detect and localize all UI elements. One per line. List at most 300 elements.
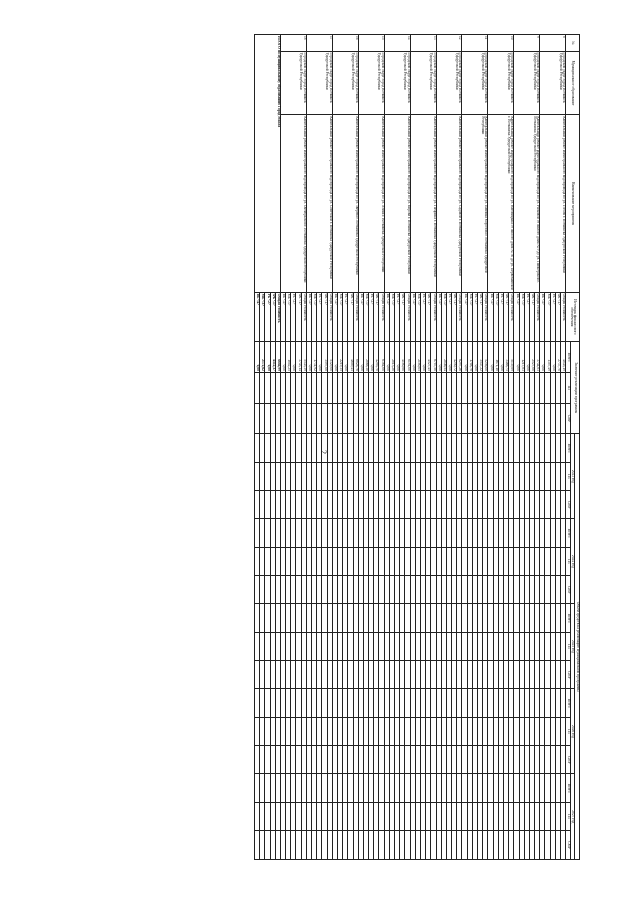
row-total-value: 3468,71 xyxy=(503,342,508,373)
total-year-value xyxy=(270,576,275,604)
total-year-value xyxy=(254,434,259,462)
row-year-value xyxy=(379,462,384,490)
row-year-value xyxy=(472,802,477,830)
row-total-value: 6707,50 xyxy=(431,342,436,373)
row-year-value xyxy=(420,519,425,547)
row-total-value: 0,00 xyxy=(317,342,322,373)
row-year-value xyxy=(415,746,420,774)
row-year-value xyxy=(483,632,488,660)
row-year-value xyxy=(420,576,425,604)
sub-header: Всего xyxy=(566,774,571,802)
row-year-value xyxy=(348,802,353,830)
row-year-value xyxy=(286,547,291,575)
row-source: Общая стоимость xyxy=(561,292,566,342)
row-year-value xyxy=(467,831,472,860)
row-year-value xyxy=(540,831,545,860)
row-event: Капитальный ремонт магистрального водопровода по ул. Гагарина г. Воткинска Удмуртской Республики xyxy=(410,115,436,292)
row-total-value: 3743,14 xyxy=(296,342,301,373)
row-year-value xyxy=(441,661,446,689)
row-year-value xyxy=(327,491,332,519)
row-year-value xyxy=(446,746,451,774)
row-smr-value xyxy=(483,403,488,434)
row-year-value xyxy=(389,462,394,490)
row-year-value xyxy=(337,604,342,632)
row-year-value xyxy=(369,632,374,660)
row-year-value xyxy=(503,632,508,660)
row-year-value xyxy=(322,689,327,717)
row-year-value xyxy=(462,632,467,660)
row-year-value xyxy=(555,661,560,689)
row-year-value xyxy=(555,491,560,519)
row-year-value xyxy=(369,491,374,519)
row-year-value xyxy=(280,802,285,830)
row-year-value xyxy=(535,632,540,660)
row-year-value xyxy=(358,661,363,689)
row-year-value xyxy=(400,802,405,830)
row-year-value xyxy=(405,802,410,830)
row-year-value xyxy=(441,717,446,745)
row-year-value xyxy=(493,462,498,490)
row-year-value xyxy=(322,491,327,519)
sub-header: СМР xyxy=(566,661,571,689)
row-year-value xyxy=(322,547,327,575)
row-year-value xyxy=(540,519,545,547)
row-year-value xyxy=(291,746,296,774)
row-year-value xyxy=(472,519,477,547)
row-year-value xyxy=(503,462,508,490)
row-year-value xyxy=(446,462,451,490)
row-year-value xyxy=(488,519,493,547)
row-year-value xyxy=(426,774,431,802)
row-year-value xyxy=(389,774,394,802)
table-row xyxy=(379,35,384,860)
row-year-value xyxy=(327,462,332,490)
row-source: Общая стоимость xyxy=(405,292,410,342)
row-source: РБ <2> xyxy=(524,292,529,342)
row-year-value xyxy=(374,746,379,774)
row-year-value xyxy=(545,632,550,660)
row-year-value xyxy=(509,576,514,604)
row-year-value xyxy=(358,774,363,802)
row-year-value xyxy=(343,462,348,490)
row-year-value xyxy=(410,661,415,689)
row-year-value xyxy=(296,689,301,717)
row-year-value xyxy=(420,831,425,860)
row-year-value xyxy=(550,689,555,717)
row-source: РБ <2> xyxy=(395,292,400,342)
row-year-value xyxy=(317,689,322,717)
year-header: 2027 год xyxy=(570,774,575,860)
row-year-value xyxy=(550,491,555,519)
row-year-value xyxy=(312,774,317,802)
row-year-value xyxy=(514,519,519,547)
row-year-value xyxy=(395,746,400,774)
row-year-value xyxy=(514,576,519,604)
row-total-value: 2068,30 xyxy=(363,342,368,373)
row-year-value xyxy=(312,661,317,689)
row-year-value xyxy=(384,774,389,802)
total-year-value xyxy=(265,519,270,547)
row-smr-value xyxy=(555,403,560,434)
row-year-value xyxy=(478,434,483,462)
row-total-value: 3597,08 xyxy=(322,342,327,373)
row-year-value xyxy=(446,689,451,717)
row-total-value: 0,00 xyxy=(358,342,363,373)
row-pz-value xyxy=(509,372,514,403)
row-year-value xyxy=(348,604,353,632)
row-year-value xyxy=(389,802,394,830)
row-year-value xyxy=(545,547,550,575)
row-year-value xyxy=(296,831,301,860)
total-year-value xyxy=(270,519,275,547)
total-year-value xyxy=(254,717,259,745)
row-total-value: 0,00 xyxy=(395,342,400,373)
row-event: Капитальный ремонт магистрального водопровода по ул. Гоголя г. Воткинска Удмуртской Республики xyxy=(540,115,566,292)
row-smr-value xyxy=(545,403,550,434)
row-year-value xyxy=(426,661,431,689)
row-total-value: 0,00 xyxy=(306,342,311,373)
row-year-value xyxy=(348,746,353,774)
row-year-value xyxy=(415,547,420,575)
row-year-value xyxy=(561,802,566,830)
row-year-value xyxy=(369,434,374,462)
row-year-value xyxy=(312,491,317,519)
row-source: РБ <2> xyxy=(472,292,477,342)
row-year-value xyxy=(358,831,363,860)
row-year-value xyxy=(369,462,374,490)
row-year-value xyxy=(395,434,400,462)
row-year-value xyxy=(348,632,353,660)
row-year-value xyxy=(296,717,301,745)
row-pz-value xyxy=(483,372,488,403)
row-year-value xyxy=(441,831,446,860)
row-pz-value xyxy=(369,372,374,403)
row-smr-value xyxy=(286,403,291,434)
row-year-value xyxy=(353,689,358,717)
row-year-value xyxy=(524,491,529,519)
row-pz-value xyxy=(286,372,291,403)
row-year-value xyxy=(343,746,348,774)
row-smr-value xyxy=(488,403,493,434)
row-year-value xyxy=(519,604,524,632)
total-year-value xyxy=(270,802,275,830)
row-year-value xyxy=(540,434,545,462)
row-year-value xyxy=(535,661,540,689)
row-year-value xyxy=(540,802,545,830)
row-year-value xyxy=(467,547,472,575)
row-year-value xyxy=(472,661,477,689)
row-year-value xyxy=(529,604,534,632)
row-source: МБ <3> xyxy=(519,292,524,342)
row-year-value xyxy=(503,576,508,604)
row-year-value xyxy=(286,774,291,802)
row-year-value xyxy=(405,604,410,632)
row-year-value xyxy=(483,434,488,462)
row-year-value xyxy=(291,462,296,490)
row-year-value xyxy=(467,434,472,462)
row-number: 12 xyxy=(436,35,462,52)
row-year-value xyxy=(410,802,415,830)
row-year-value xyxy=(389,604,394,632)
row-year-value xyxy=(420,746,425,774)
row-smr-value xyxy=(327,403,332,434)
row-municipality: Городской округ город Воткинск Удмуртской Республики xyxy=(436,51,462,115)
row-year-value xyxy=(540,547,545,575)
row-year-value xyxy=(405,434,410,462)
row-year-value xyxy=(503,547,508,575)
row-year-value xyxy=(555,462,560,490)
row-year-value xyxy=(441,434,446,462)
row-event: Капитальный ремонт магистрального водопровода по ул. Садовой г. Воткинска Удмуртской Республики xyxy=(436,115,462,292)
row-year-value xyxy=(462,547,467,575)
row-year-value xyxy=(436,774,441,802)
row-smr-value xyxy=(379,403,384,434)
row-year-value xyxy=(379,831,384,860)
row-year-value xyxy=(472,774,477,802)
row-year-value xyxy=(301,689,306,717)
total-year-value xyxy=(254,661,259,689)
row-year-value xyxy=(550,604,555,632)
total-year-value xyxy=(270,689,275,717)
row-year-value xyxy=(384,632,389,660)
row-event: Капитальный ремонт магистрального водопровода по ул. Зверева г. Воткинска Удмуртской Республики xyxy=(332,115,358,292)
row-pz-value xyxy=(545,372,550,403)
row-year-value xyxy=(374,632,379,660)
row-year-value xyxy=(306,491,311,519)
total-label: ИТОГО по муниципальному образованию Город Можга xyxy=(254,35,280,293)
total-year-value xyxy=(254,372,259,403)
row-number: 13 xyxy=(410,35,436,52)
row-smr-value xyxy=(519,403,524,434)
row-year-value xyxy=(395,547,400,575)
row-year-value xyxy=(498,576,503,604)
row-pz-value xyxy=(524,372,529,403)
row-total-value: 3744,83 xyxy=(535,342,540,373)
row-year-value xyxy=(415,604,420,632)
row-source: МБ <3> xyxy=(415,292,420,342)
row-year-value xyxy=(410,717,415,745)
row-year-value xyxy=(509,802,514,830)
row-year-value xyxy=(446,802,451,830)
row-municipality: Городской округ город Воткинск Удмуртской Республики xyxy=(540,51,566,115)
total-year-value xyxy=(275,632,280,660)
row-year-value xyxy=(446,717,451,745)
total-value: 2172,62 xyxy=(260,342,265,373)
row-year-value xyxy=(286,462,291,490)
row-year-value xyxy=(540,491,545,519)
row-year-value xyxy=(322,462,327,490)
col-source: Источник финансового обеспечения xyxy=(566,292,580,342)
row-total-value: 0,00 xyxy=(472,342,477,373)
row-year-value xyxy=(498,689,503,717)
row-year-value xyxy=(291,802,296,830)
row-year-value xyxy=(374,519,379,547)
row-year-value xyxy=(462,746,467,774)
row-year-value xyxy=(358,547,363,575)
row-year-value xyxy=(478,576,483,604)
row-year-value xyxy=(286,604,291,632)
row-pz-value xyxy=(519,372,524,403)
row-year-value xyxy=(280,632,285,660)
row-year-value xyxy=(524,689,529,717)
table-row xyxy=(301,35,306,860)
row-source: МБ <3> xyxy=(260,292,265,342)
row-smr-value xyxy=(410,403,415,434)
row-year-value xyxy=(436,632,441,660)
row-year-value xyxy=(420,661,425,689)
total-year-value xyxy=(275,774,280,802)
row-event: Капитальный ремонт магистрального водопровода по ул. Октябрьской г. Воткинска Удмуртской Республики xyxy=(280,115,306,292)
row-year-value xyxy=(363,462,368,490)
row-smr-value xyxy=(348,403,353,434)
row-year-value xyxy=(472,434,477,462)
row-year-value xyxy=(363,717,368,745)
total-year-value xyxy=(260,774,265,802)
row-year-value xyxy=(415,689,420,717)
row-year-value xyxy=(431,774,436,802)
row-year-value xyxy=(529,519,534,547)
row-year-value xyxy=(296,547,301,575)
row-year-value xyxy=(436,802,441,830)
total-year-value xyxy=(270,632,275,660)
row-year-value xyxy=(488,717,493,745)
row-smr-value xyxy=(524,403,529,434)
row-number: 14 xyxy=(384,35,410,52)
total-year-value xyxy=(254,774,259,802)
row-year-value xyxy=(400,632,405,660)
row-year-value xyxy=(509,519,514,547)
row-year-value xyxy=(322,661,327,689)
row-year-value xyxy=(519,774,524,802)
row-smr-value xyxy=(296,403,301,434)
row-year-value xyxy=(431,604,436,632)
row-year-value xyxy=(301,604,306,632)
row-year-value xyxy=(540,689,545,717)
row-year-value xyxy=(462,462,467,490)
row-year-value xyxy=(358,746,363,774)
row-year-value xyxy=(514,604,519,632)
row-year-value xyxy=(374,717,379,745)
row-smr-value xyxy=(374,403,379,434)
row-year-value xyxy=(535,717,540,745)
row-year-value xyxy=(374,689,379,717)
row-year-value xyxy=(524,576,529,604)
row-year-value xyxy=(498,604,503,632)
row-year-value xyxy=(452,519,457,547)
row-total-value: 0,00 xyxy=(514,342,519,373)
row-year-value xyxy=(483,746,488,774)
row-year-value xyxy=(462,491,467,519)
row-total-value: 5256,00 xyxy=(483,342,488,373)
row-total-value: 0,00 xyxy=(446,342,451,373)
row-source: Общая стоимость xyxy=(483,292,488,342)
row-total-value: 0,00 xyxy=(524,342,529,373)
row-year-value xyxy=(358,632,363,660)
row-year-value xyxy=(514,689,519,717)
row-year-value xyxy=(524,434,529,462)
row-smr-value xyxy=(415,403,420,434)
row-year-value xyxy=(358,434,363,462)
row-year-value xyxy=(509,632,514,660)
row-year-value xyxy=(535,802,540,830)
row-year-value xyxy=(280,604,285,632)
row-year-value xyxy=(514,774,519,802)
row-year-value xyxy=(514,434,519,462)
row-year-value xyxy=(488,831,493,860)
row-year-value xyxy=(555,689,560,717)
row-source: Общая стоимость xyxy=(353,292,358,342)
row-year-value xyxy=(436,831,441,860)
row-source: ВБ <4> xyxy=(254,292,259,342)
row-year-value xyxy=(410,547,415,575)
row-year-value xyxy=(410,831,415,860)
row-year-value xyxy=(306,519,311,547)
row-year-value xyxy=(296,604,301,632)
row-year-value xyxy=(478,491,483,519)
row-source: ВБ <4> xyxy=(280,292,285,342)
row-year-value xyxy=(441,576,446,604)
row-year-value xyxy=(322,831,327,860)
row-year-value xyxy=(348,717,353,745)
total-year-value xyxy=(260,462,265,490)
year-header: 2023 год xyxy=(570,434,575,519)
row-year-value xyxy=(524,661,529,689)
row-source: МБ <3> xyxy=(545,292,550,342)
row-year-value xyxy=(535,604,540,632)
row-source: МБ <3> xyxy=(286,292,291,342)
row-year-value xyxy=(379,774,384,802)
row-year-value xyxy=(529,491,534,519)
row-year-value xyxy=(483,661,488,689)
row-year-value xyxy=(400,831,405,860)
row-year-value xyxy=(426,717,431,745)
row-year-value xyxy=(483,717,488,745)
row-total-value: 1802,25 xyxy=(286,342,291,373)
row-source: МБ <3> xyxy=(467,292,472,342)
row-year-value xyxy=(327,547,332,575)
row-total-value: 4045,19 xyxy=(561,342,566,373)
sub-header: ПЗ xyxy=(566,717,571,745)
row-year-value xyxy=(498,632,503,660)
sub-header: ПЗ xyxy=(566,462,571,490)
row-year-value xyxy=(296,802,301,830)
row-year-value xyxy=(472,717,477,745)
row-pz-value xyxy=(550,372,555,403)
row-year-value xyxy=(348,462,353,490)
row-year-value xyxy=(389,746,394,774)
row-year-value xyxy=(561,632,566,660)
table-row xyxy=(561,35,566,860)
row-year-value xyxy=(561,746,566,774)
row-year-value xyxy=(467,661,472,689)
row-year-value xyxy=(322,717,327,745)
row-smr-value xyxy=(312,403,317,434)
row-year-value xyxy=(457,632,462,660)
row-source: РБ <2> xyxy=(265,292,270,342)
row-source: ФБ <1> xyxy=(270,292,275,342)
row-year-value xyxy=(312,547,317,575)
row-year-value xyxy=(540,576,545,604)
row-year-value xyxy=(420,802,425,830)
row-year-value xyxy=(317,774,322,802)
row-smr-value xyxy=(306,403,311,434)
row-smr-value xyxy=(561,403,566,434)
row-year-value xyxy=(478,689,483,717)
row-year-value xyxy=(420,689,425,717)
row-year-value xyxy=(478,661,483,689)
row-year-value xyxy=(280,462,285,490)
row-year-value xyxy=(400,576,405,604)
